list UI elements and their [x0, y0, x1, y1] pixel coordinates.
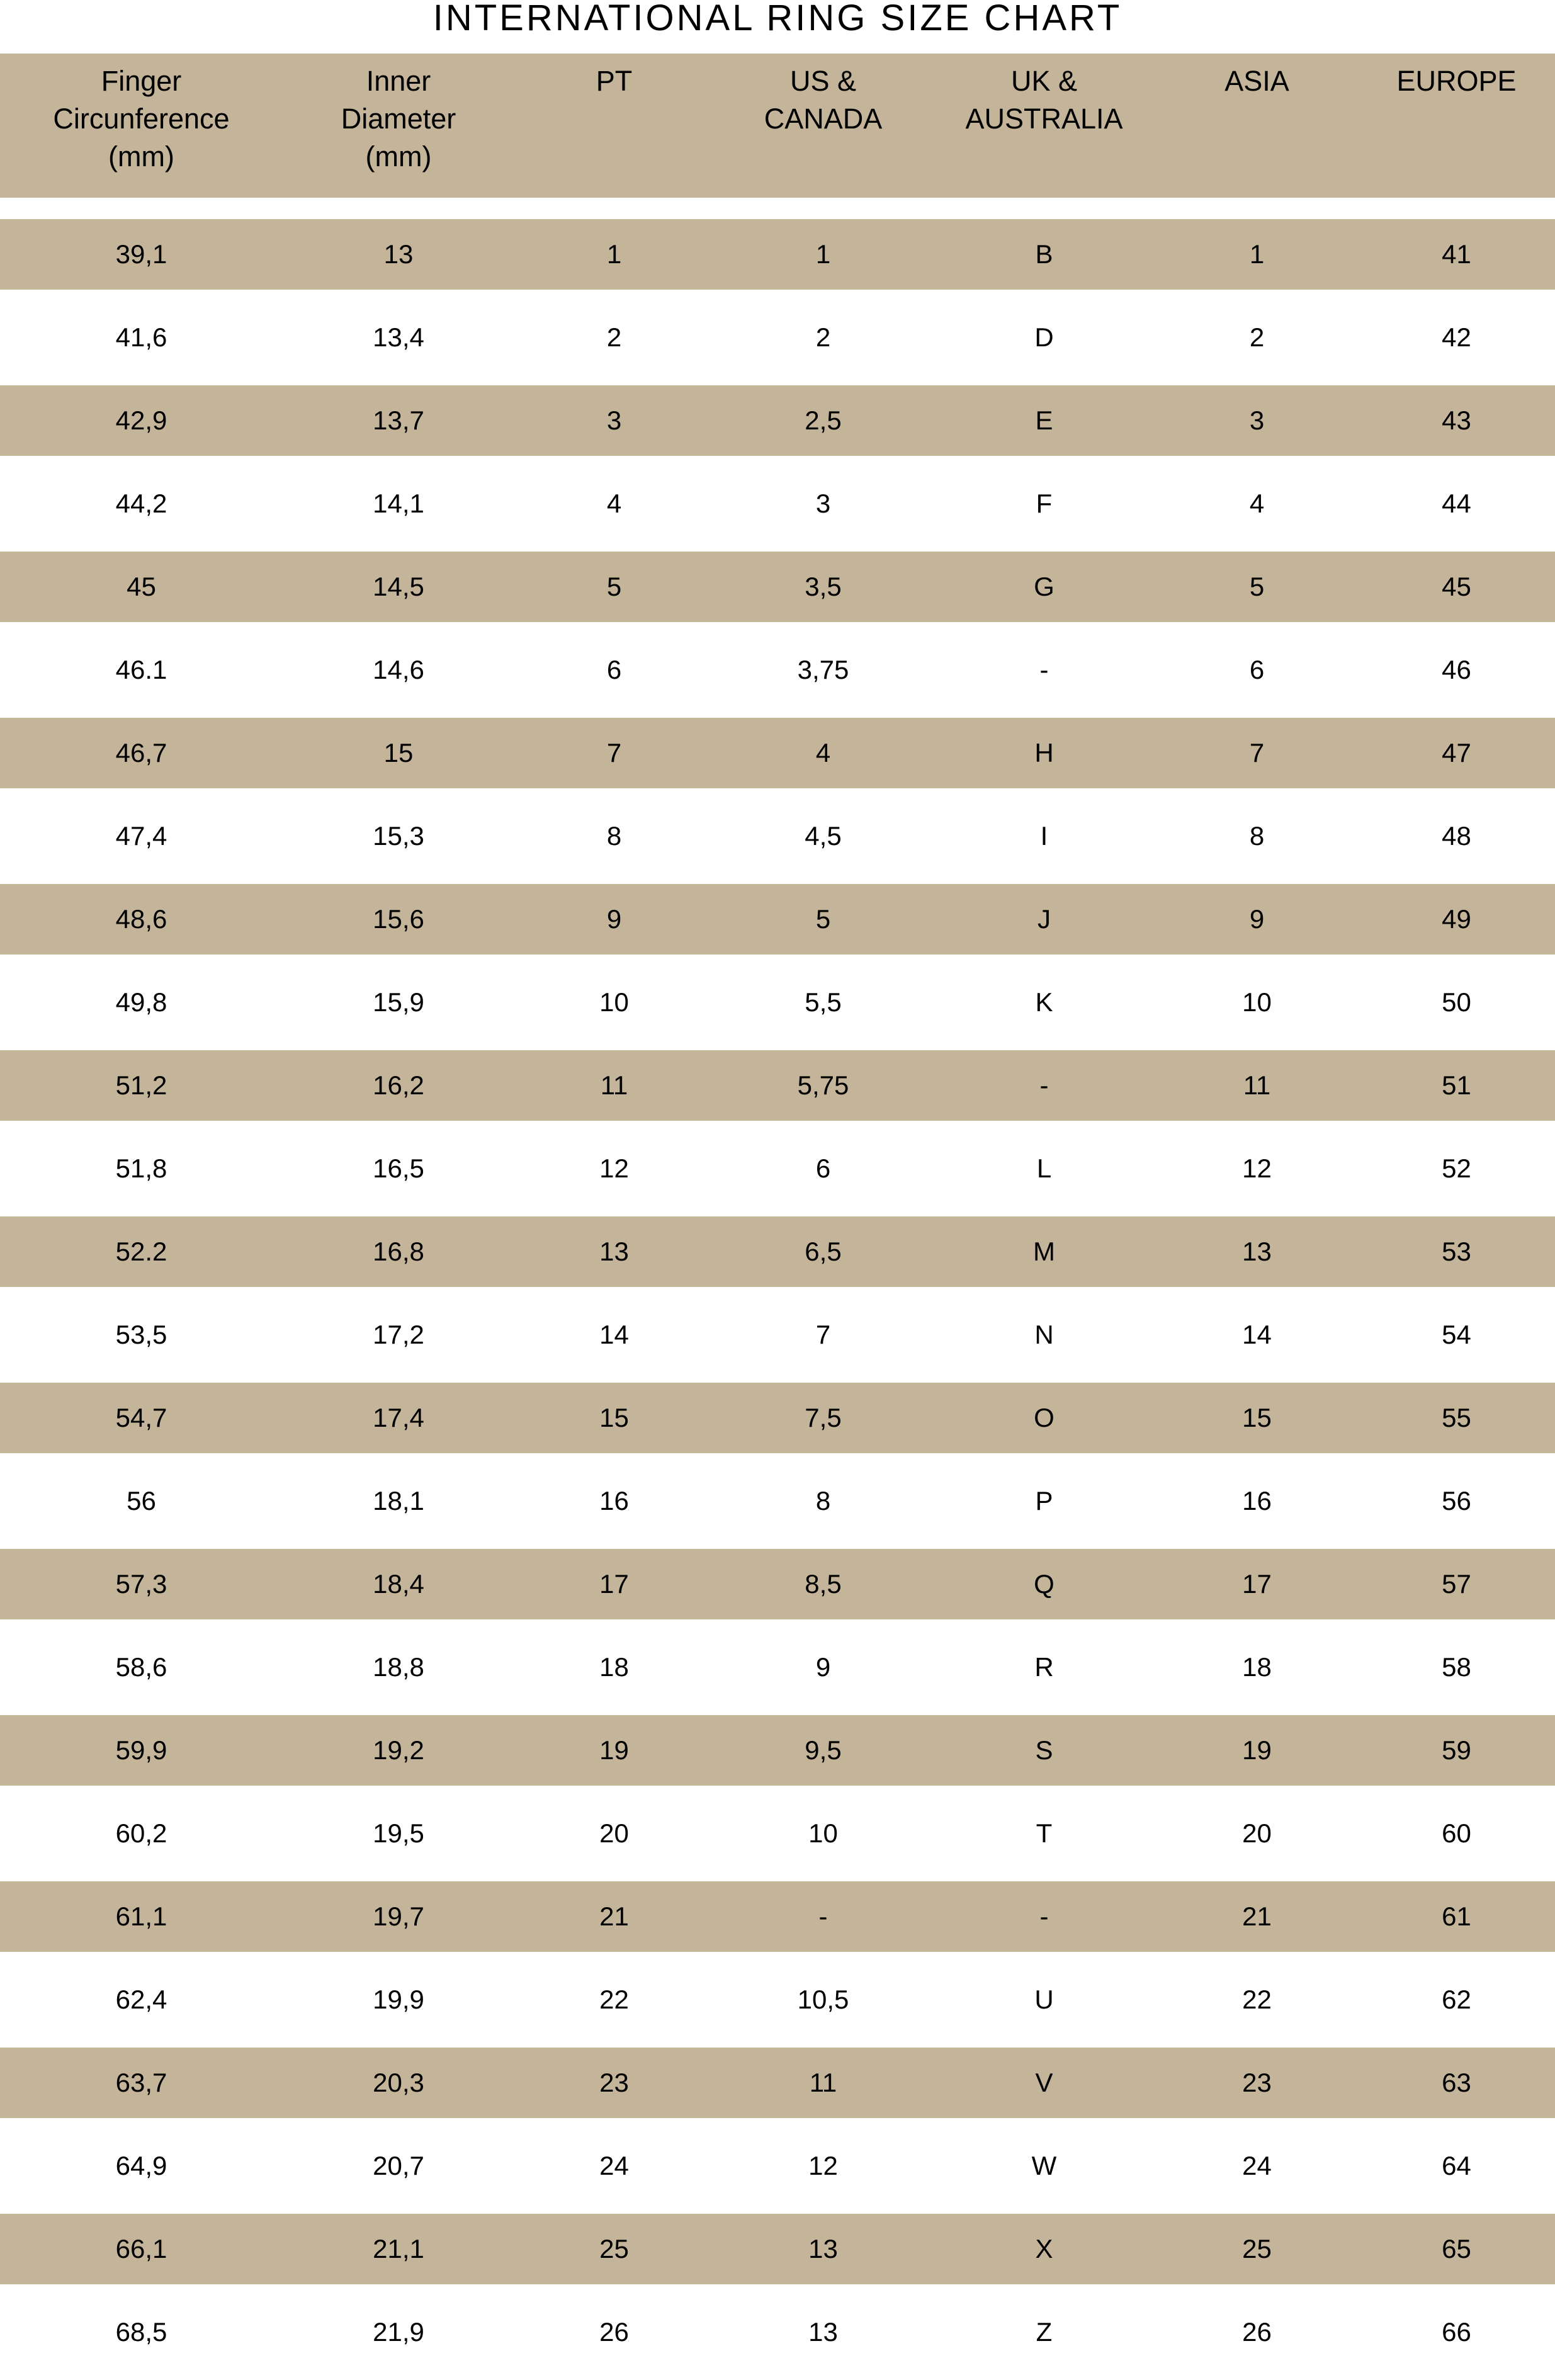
cell-inner-diameter: 15,3 [283, 788, 514, 884]
cell-inner-diameter: 16,5 [283, 1121, 514, 1216]
cell-asia: 12 [1156, 1121, 1358, 1216]
table-row-19 [0, 1715, 1555, 1786]
cell-us-canada: - [714, 1881, 932, 1952]
cell-inner-diameter: 21,9 [283, 2284, 514, 2380]
cell-us-canada: 8,5 [714, 1549, 932, 1619]
cell-pt: 13 [514, 1216, 714, 1287]
cell-inner-diameter: 13,4 [283, 290, 514, 385]
column-header-line: Finger [101, 65, 182, 97]
cell-europe: 63 [1358, 2048, 1555, 2118]
cell-inner-diameter: 19,9 [283, 1952, 514, 2048]
cell-inner-diameter: 14,6 [283, 622, 514, 718]
table-row-15 [0, 1383, 1555, 1453]
cell-uk-australia: W [932, 2118, 1156, 2214]
cell-uk-australia: F [932, 456, 1156, 552]
cell-europe: 48 [1358, 788, 1555, 884]
table-row-7 [0, 718, 1555, 788]
cell-asia: 13 [1156, 1216, 1358, 1287]
cell-us-canada: 5 [714, 884, 932, 955]
table-row-21 [0, 1881, 1555, 1952]
cell-inner-diameter: 18,8 [283, 1619, 514, 1715]
cell-pt: 11 [514, 1050, 714, 1121]
cell-inner-diameter: 19,7 [283, 1881, 514, 1952]
table-row-13 [0, 1216, 1555, 1287]
table-row-5 [0, 552, 1555, 622]
cell-finger-circumference: 45 [0, 552, 283, 622]
table-row-23 [0, 2048, 1555, 2118]
cell-uk-australia: Q [932, 1549, 1156, 1619]
cell-finger-circumference: 57,3 [0, 1549, 283, 1619]
cell-europe: 61 [1358, 1881, 1555, 1952]
cell-pt: 4 [514, 456, 714, 552]
cell-uk-australia: U [932, 1952, 1156, 2048]
cell-finger-circumference: 46.1 [0, 622, 283, 718]
cell-uk-australia: P [932, 1453, 1156, 1549]
cell-europe: 55 [1358, 1383, 1555, 1453]
cell-us-canada: 6,5 [714, 1216, 932, 1287]
cell-pt: 19 [514, 1715, 714, 1786]
cell-inner-diameter: 14,1 [283, 456, 514, 552]
cell-inner-diameter: 17,4 [283, 1383, 514, 1453]
cell-asia: 4 [1156, 456, 1358, 552]
cell-us-canada: 13 [714, 2214, 932, 2284]
cell-asia: 10 [1156, 955, 1358, 1050]
cell-europe: 45 [1358, 552, 1555, 622]
table-row-4 [0, 456, 1555, 552]
cell-pt: 17 [514, 1549, 714, 1619]
column-header-line: EUROPE [1396, 65, 1517, 97]
cell-inner-diameter: 20,3 [283, 2048, 514, 2118]
table-row-14 [0, 1287, 1555, 1383]
column-header-line: US & [789, 65, 857, 97]
cell-finger-circumference: 39,1 [0, 219, 283, 290]
cell-us-canada: 8 [714, 1453, 932, 1549]
cell-asia: 7 [1156, 718, 1358, 788]
cell-europe: 43 [1358, 385, 1555, 456]
cell-inner-diameter: 15 [283, 718, 514, 788]
column-header-line: CANADA [764, 103, 883, 135]
cell-asia: 6 [1156, 622, 1358, 718]
cell-asia: 22 [1156, 1952, 1358, 2048]
cell-pt: 10 [514, 955, 714, 1050]
column-header-asia [1156, 54, 1358, 198]
cell-uk-australia: M [932, 1216, 1156, 1287]
cell-inner-diameter: 16,8 [283, 1216, 514, 1287]
cell-uk-australia: B [932, 219, 1156, 290]
cell-asia: 25 [1156, 2214, 1358, 2284]
chart-title: INTERNATIONAL RING SIZE CHART [433, 0, 1122, 38]
cell-inner-diameter: 18,1 [283, 1453, 514, 1549]
cell-europe: 59 [1358, 1715, 1555, 1786]
column-header-uk-australia [932, 54, 1156, 198]
cell-finger-circumference: 58,6 [0, 1619, 283, 1715]
cell-asia: 15 [1156, 1383, 1358, 1453]
cell-us-canada: 7,5 [714, 1383, 932, 1453]
cell-asia: 26 [1156, 2284, 1358, 2380]
cell-uk-australia: Z [932, 2284, 1156, 2380]
cell-pt: 15 [514, 1383, 714, 1453]
cell-uk-australia: G [932, 552, 1156, 622]
cell-uk-australia: R [932, 1619, 1156, 1715]
cell-us-canada: 6 [714, 1121, 932, 1216]
column-header-pt [514, 54, 714, 198]
cell-finger-circumference: 53,5 [0, 1287, 283, 1383]
cell-us-canada: 3,5 [714, 552, 932, 622]
cell-us-canada: 12 [714, 2118, 932, 2214]
cell-asia: 20 [1156, 1786, 1358, 1881]
cell-pt: 22 [514, 1952, 714, 2048]
cell-asia: 1 [1156, 219, 1358, 290]
column-header-line: PT [596, 65, 633, 97]
cell-uk-australia: S [932, 1715, 1156, 1786]
column-header-line: Circunference [53, 103, 230, 135]
table-row-6 [0, 622, 1555, 718]
column-header-line: Inner [366, 65, 431, 97]
cell-finger-circumference: 59,9 [0, 1715, 283, 1786]
column-header-finger-circumference [0, 54, 283, 198]
cell-pt: 6 [514, 622, 714, 718]
cell-us-canada: 9 [714, 1619, 932, 1715]
cell-europe: 65 [1358, 2214, 1555, 2284]
cell-pt: 20 [514, 1786, 714, 1881]
cell-us-canada: 5,75 [714, 1050, 932, 1121]
cell-uk-australia: K [932, 955, 1156, 1050]
cell-asia: 23 [1156, 2048, 1358, 2118]
cell-pt: 25 [514, 2214, 714, 2284]
ring-size-table [0, 54, 1555, 2380]
cell-finger-circumference: 51,8 [0, 1121, 283, 1216]
cell-finger-circumference: 52.2 [0, 1216, 283, 1287]
table-body [0, 198, 1555, 2380]
cell-uk-australia: I [932, 788, 1156, 884]
table-row-1 [0, 219, 1555, 290]
table-row-25 [0, 2214, 1555, 2284]
table-row-10 [0, 955, 1555, 1050]
cell-finger-circumference: 54,7 [0, 1383, 283, 1453]
cell-europe: 51 [1358, 1050, 1555, 1121]
table-row-17 [0, 1549, 1555, 1619]
cell-pt: 3 [514, 385, 714, 456]
column-header-line: UK & [1010, 65, 1078, 97]
cell-pt: 24 [514, 2118, 714, 2214]
cell-europe: 66 [1358, 2284, 1555, 2380]
table-row-22 [0, 1952, 1555, 2048]
cell-europe: 50 [1358, 955, 1555, 1050]
column-header-line: AUSTRALIA [965, 103, 1123, 135]
cell-europe: 53 [1358, 1216, 1555, 1287]
header-gap-row [0, 198, 1555, 219]
column-header-inner-diameter [283, 54, 514, 198]
cell-pt: 26 [514, 2284, 714, 2380]
cell-europe: 57 [1358, 1549, 1555, 1619]
cell-finger-circumference: 48,6 [0, 884, 283, 955]
cell-pt: 18 [514, 1619, 714, 1715]
cell-uk-australia: - [932, 1050, 1156, 1121]
cell-uk-australia: X [932, 2214, 1156, 2284]
column-header-line: (mm) [365, 140, 432, 173]
cell-pt: 21 [514, 1881, 714, 1952]
cell-inner-diameter: 20,7 [283, 2118, 514, 2214]
cell-pt: 5 [514, 552, 714, 622]
cell-uk-australia: O [932, 1383, 1156, 1453]
cell-europe: 60 [1358, 1786, 1555, 1881]
cell-asia: 5 [1156, 552, 1358, 622]
header-row [0, 54, 1555, 198]
cell-uk-australia: J [932, 884, 1156, 955]
cell-pt: 14 [514, 1287, 714, 1383]
cell-pt: 23 [514, 2048, 714, 2118]
column-header-europe [1358, 54, 1555, 198]
cell-asia: 16 [1156, 1453, 1358, 1549]
column-header-line: Diameter [341, 103, 456, 135]
cell-finger-circumference: 62,4 [0, 1952, 283, 2048]
cell-europe: 58 [1358, 1619, 1555, 1715]
cell-us-canada: 9,5 [714, 1715, 932, 1786]
column-header-line: (mm) [108, 140, 174, 173]
cell-finger-circumference: 60,2 [0, 1786, 283, 1881]
cell-asia: 21 [1156, 1881, 1358, 1952]
cell-finger-circumference: 66,1 [0, 2214, 283, 2284]
cell-europe: 56 [1358, 1453, 1555, 1549]
cell-inner-diameter: 14,5 [283, 552, 514, 622]
cell-us-canada: 13 [714, 2284, 932, 2380]
cell-uk-australia: - [932, 622, 1156, 718]
cell-us-canada: 1 [714, 219, 932, 290]
cell-pt: 1 [514, 219, 714, 290]
cell-pt: 12 [514, 1121, 714, 1216]
table-row-9 [0, 884, 1555, 955]
cell-asia: 24 [1156, 2118, 1358, 2214]
cell-europe: 42 [1358, 290, 1555, 385]
table-row-2 [0, 290, 1555, 385]
cell-pt: 7 [514, 718, 714, 788]
table-row-8 [0, 788, 1555, 884]
cell-europe: 47 [1358, 718, 1555, 788]
cell-asia: 9 [1156, 884, 1358, 955]
cell-europe: 41 [1358, 219, 1555, 290]
cell-us-canada: 2,5 [714, 385, 932, 456]
cell-finger-circumference: 63,7 [0, 2048, 283, 2118]
cell-us-canada: 4,5 [714, 788, 932, 884]
cell-finger-circumference: 47,4 [0, 788, 283, 884]
column-header-line: ASIA [1224, 65, 1289, 97]
cell-pt: 9 [514, 884, 714, 955]
cell-europe: 49 [1358, 884, 1555, 955]
cell-asia: 18 [1156, 1619, 1358, 1715]
table-row-11 [0, 1050, 1555, 1121]
header-gap [0, 198, 1555, 219]
cell-us-canada: 10 [714, 1786, 932, 1881]
cell-uk-australia: - [932, 1881, 1156, 1952]
cell-us-canada: 3 [714, 456, 932, 552]
cell-uk-australia: V [932, 2048, 1156, 2118]
cell-us-canada: 2 [714, 290, 932, 385]
cell-inner-diameter: 13,7 [283, 385, 514, 456]
cell-europe: 44 [1358, 456, 1555, 552]
cell-finger-circumference: 46,7 [0, 718, 283, 788]
cell-finger-circumference: 44,2 [0, 456, 283, 552]
table-row-3 [0, 385, 1555, 456]
cell-us-canada: 5,5 [714, 955, 932, 1050]
cell-uk-australia: L [932, 1121, 1156, 1216]
cell-europe: 52 [1358, 1121, 1555, 1216]
cell-asia: 2 [1156, 290, 1358, 385]
cell-us-canada: 3,75 [714, 622, 932, 718]
cell-asia: 11 [1156, 1050, 1358, 1121]
cell-asia: 3 [1156, 385, 1358, 456]
cell-inner-diameter: 19,2 [283, 1715, 514, 1786]
cell-finger-circumference: 68,5 [0, 2284, 283, 2380]
cell-uk-australia: T [932, 1786, 1156, 1881]
cell-pt: 16 [514, 1453, 714, 1549]
cell-europe: 54 [1358, 1287, 1555, 1383]
cell-finger-circumference: 64,9 [0, 2118, 283, 2214]
cell-inner-diameter: 15,9 [283, 955, 514, 1050]
table-row-24 [0, 2118, 1555, 2214]
table-header [0, 54, 1555, 198]
cell-uk-australia: D [932, 290, 1156, 385]
cell-inner-diameter: 19,5 [283, 1786, 514, 1881]
cell-europe: 64 [1358, 2118, 1555, 2214]
cell-finger-circumference: 42,9 [0, 385, 283, 456]
cell-finger-circumference: 56 [0, 1453, 283, 1549]
table-row-12 [0, 1121, 1555, 1216]
cell-europe: 62 [1358, 1952, 1555, 2048]
table-row-26 [0, 2284, 1555, 2380]
cell-uk-australia: E [932, 385, 1156, 456]
cell-asia: 8 [1156, 788, 1358, 884]
column-header-us-canada [714, 54, 932, 198]
table-row-16 [0, 1453, 1555, 1549]
cell-us-canada: 4 [714, 718, 932, 788]
cell-us-canada: 7 [714, 1287, 932, 1383]
cell-us-canada: 11 [714, 2048, 932, 2118]
table-row-18 [0, 1619, 1555, 1715]
cell-pt: 8 [514, 788, 714, 884]
cell-finger-circumference: 51,2 [0, 1050, 283, 1121]
cell-inner-diameter: 13 [283, 219, 514, 290]
cell-us-canada: 10,5 [714, 1952, 932, 2048]
table-row-20 [0, 1786, 1555, 1881]
cell-finger-circumference: 41,6 [0, 290, 283, 385]
cell-inner-diameter: 16,2 [283, 1050, 514, 1121]
cell-inner-diameter: 15,6 [283, 884, 514, 955]
cell-asia: 19 [1156, 1715, 1358, 1786]
cell-asia: 17 [1156, 1549, 1358, 1619]
cell-uk-australia: H [932, 718, 1156, 788]
cell-uk-australia: N [932, 1287, 1156, 1383]
cell-finger-circumference: 49,8 [0, 955, 283, 1050]
cell-inner-diameter: 17,2 [283, 1287, 514, 1383]
cell-finger-circumference: 61,1 [0, 1881, 283, 1952]
cell-pt: 2 [514, 290, 714, 385]
cell-inner-diameter: 21,1 [283, 2214, 514, 2284]
cell-europe: 46 [1358, 622, 1555, 718]
cell-asia: 14 [1156, 1287, 1358, 1383]
cell-inner-diameter: 18,4 [283, 1549, 514, 1619]
